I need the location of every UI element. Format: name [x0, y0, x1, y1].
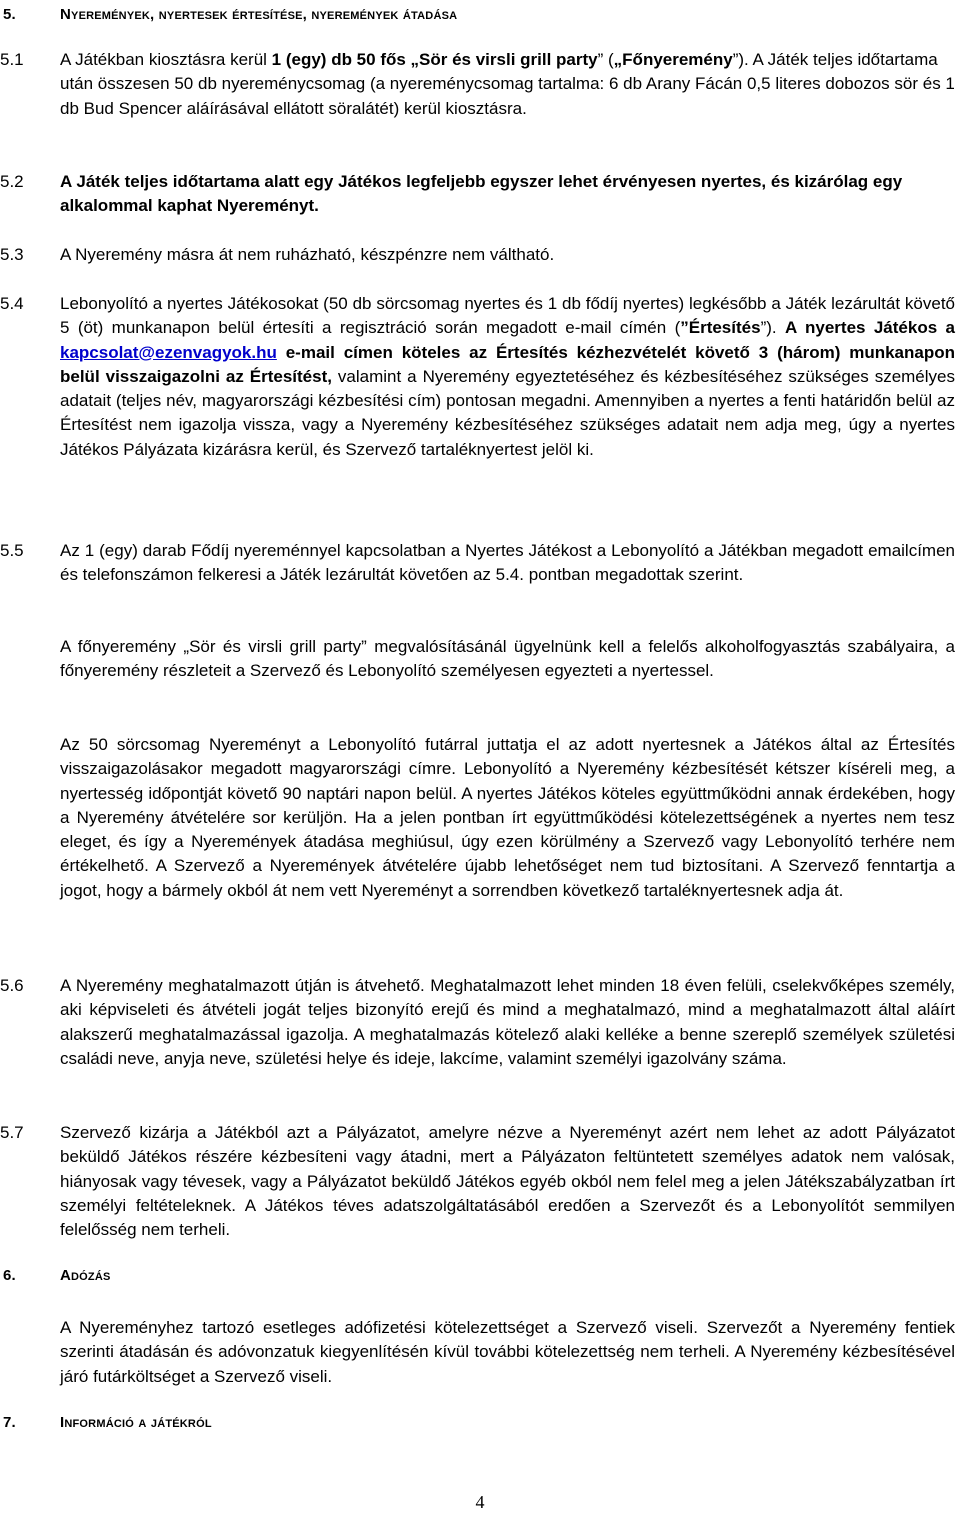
clause-5-7: Szervező kizárja a Játékból azt a Pályázatot, amelyre nézve a Nyereményt azért nem lehet az adott Pályázatot beküldő Játékos részére kézbesíteni vagy átadni, mert a Pályázaton feltüntetett személyes adatok nem valósak, hiányosak vagy tévesek, vagy a Pályázatot beküldő Játékos egyéb okból nem felel meg a jelen Játékszabályzatban írt személyi feltételeknek. A Játékos téves adatszolgáltatásából eredően a Szervezőt és a Lebonyolítót semmilyen felelősség nem terheli.: [60, 1123, 955, 1240]
section-6-text: A Nyereményhez tartozó esetleges adófizetési kötelezettséget a Szervező viseli. Szervezőt a Nyeremény fentiek szerinti átadásán és adóvonzatuk kiegyenlítésén kívül további kötelezettség nem terheli. A Nyeremény kézbesítésével járó futárköltséget a Szervező viseli.: [60, 1318, 955, 1386]
clause-5-2: A Játék teljes időtartama alatt egy Játékos legfeljebb egyszer lehet érvényesen nyertes, és kizárólag egy alkalommal kaphat Nyereményt.: [60, 172, 903, 216]
section-number: 7.: [3, 1414, 16, 1431]
clause-number: 5.5: [0, 541, 24, 560]
clause-5-5-para-2: A főnyeremény „Sör és virsli grill party” megvalósításánál ügyelnünk kell a felelős alkoholfogyasztás szabályaira, a főnyeremény részleteit a Szervező és Lebonyolító személyesen egyezteti a nyertessel.: [60, 637, 955, 681]
text-run-bold: A nyertes Játékos a: [784, 318, 955, 338]
page-number: 4: [475, 1492, 485, 1512]
clause-5-6: A Nyeremény meghatalmazott útján is átvehető. Meghatalmazott lehet minden 18 éven felüli, cselekvőképes személy, aki képviseleti és átvételi jogát teljes bizonyító erejű és mind a meghatalmazó, mind a meghatalmazott által aláírt alakszerű meghatalmazással igazolja. A meghatalmazás kötelező alaki kelléke a benne szereplő személyek születési családi neve, anyja neve, születési helye és ideje, lakcíme, valamint személyi igazolvány száma.: [60, 976, 955, 1068]
section-number: 6.: [3, 1267, 16, 1284]
section-7-heading: [3, 1414, 212, 1431]
clause-number: 5.4: [0, 294, 24, 313]
clause-5-3: A Nyeremény másra át nem ruházható, készpénzre nem váltható.: [60, 245, 555, 264]
clause-number: 5.7: [0, 1123, 24, 1142]
section-title: Nyeremények, nyertesek értesítése, nyeremények átadása: [60, 6, 458, 23]
text-run-bold: ”Értesítés: [680, 318, 761, 338]
text-run: valamint a Nyeremény egyeztetéséhez és kézbesítéséhez szükséges személyes adatait (teljes név, magyarországi kézbesítési cím) pontosan megadni. Amennyiben a nyertes a fenti határidőn belül az Értesítést nem igazolja vissza, vagy a Nyeremény kézbesítéséhez szükséges adatait nem adja meg, úgy a nyertes Játékos Pályázata kizárásra kerül, és Szervező tartaléknyertest jelöl ki.: [60, 366, 955, 459]
clause-number: 5.2: [0, 172, 24, 191]
text-run: ”). A Játék teljes időtartama után összesen 50 db nyereménycsomag (a nyereménycsomag tartalma: 6 db Arany Fácán 0,5 literes dobozos sör és 1 db Bud Spencer aláírásával ellátott söralátét) kerül kiosztásra.: [60, 50, 955, 118]
section-5-heading: [3, 6, 457, 23]
text-run: ”).: [760, 318, 785, 338]
clause-number: 5.3: [0, 245, 24, 264]
text-run-bold: e-mail címen köteles az Értesítés kézhezvételét követő 3 (három) munkanapon belül visszaigazolni az Értesítést,: [60, 342, 955, 386]
text-run-bold: 1 (egy) db 50 fős „Sör és virsli grill party: [271, 50, 598, 69]
clause-number: 5.6: [0, 976, 24, 995]
clause-5-5-para-1: Az 1 (egy) darab Fődíj nyereménnyel kapcsolatban a Nyertes Játékost a Lebonyolító a Játékban megadott emailcímen és telefonszámon felkeresi a Játék lezárultát követően az 5.4. pontban megadottak szerint.: [60, 541, 955, 585]
section-title: Adózás: [60, 1267, 111, 1284]
section-title: Információ a játékról: [60, 1414, 212, 1431]
section-number: 5.: [3, 6, 16, 23]
text-run: Lebonyolító a nyertes Játékosokat (50 db sörcsomag nyertes és 1 db fődíj nyertes) legkésőbb a Játék lezárultát követő 5 (öt) munkanapon belül értesíti a regisztráció során megadott e-mail címén (: [60, 294, 955, 338]
clause-5-4: [60, 292, 955, 462]
text-run: ” (: [597, 50, 614, 69]
email-link[interactable]: kapcsolat@ezenvagyok.hu: [60, 342, 277, 362]
section-6-heading: [3, 1267, 111, 1284]
clause-5-5-para-3: Az 50 sörcsomag Nyereményt a Lebonyolító futárral juttatja el az adott nyertesnek a Játékos által az Értesítés visszaigazolásakor megadott magyarországi címre. Lebonyolító a Nyeremény kézbesítését kétszer kíséreli meg, a nyertesség időpontját követő 90 naptári napon belül. A nyertes Játékos köteles együttműködni annak érdekében, hogy a Nyeremény átvételére sor kerüljön. Ha a jelen pontban írt együttműködési kötelezettségének a nyertes nem tesz eleget, és így a Nyeremények átadása meghiúsul, úgy ezen körülmény a Szervező vagy Lebonyolító terhére nem értékelhető. A Szervező a Nyeremények átvételére újabb lehetőséget nem tud biztosítani. A Szervező fenntartja a jogot, hogy a bármely okból át nem vett Nyereményt a sorrendben következő tartaléknyertesnek adja át.: [60, 735, 955, 900]
clause-5-1: [60, 48, 955, 121]
text-run-bold: „Főnyeremény: [613, 50, 733, 69]
text-run: A Játékban kiosztásra kerül: [60, 50, 272, 69]
clause-number: 5.1: [0, 50, 24, 69]
